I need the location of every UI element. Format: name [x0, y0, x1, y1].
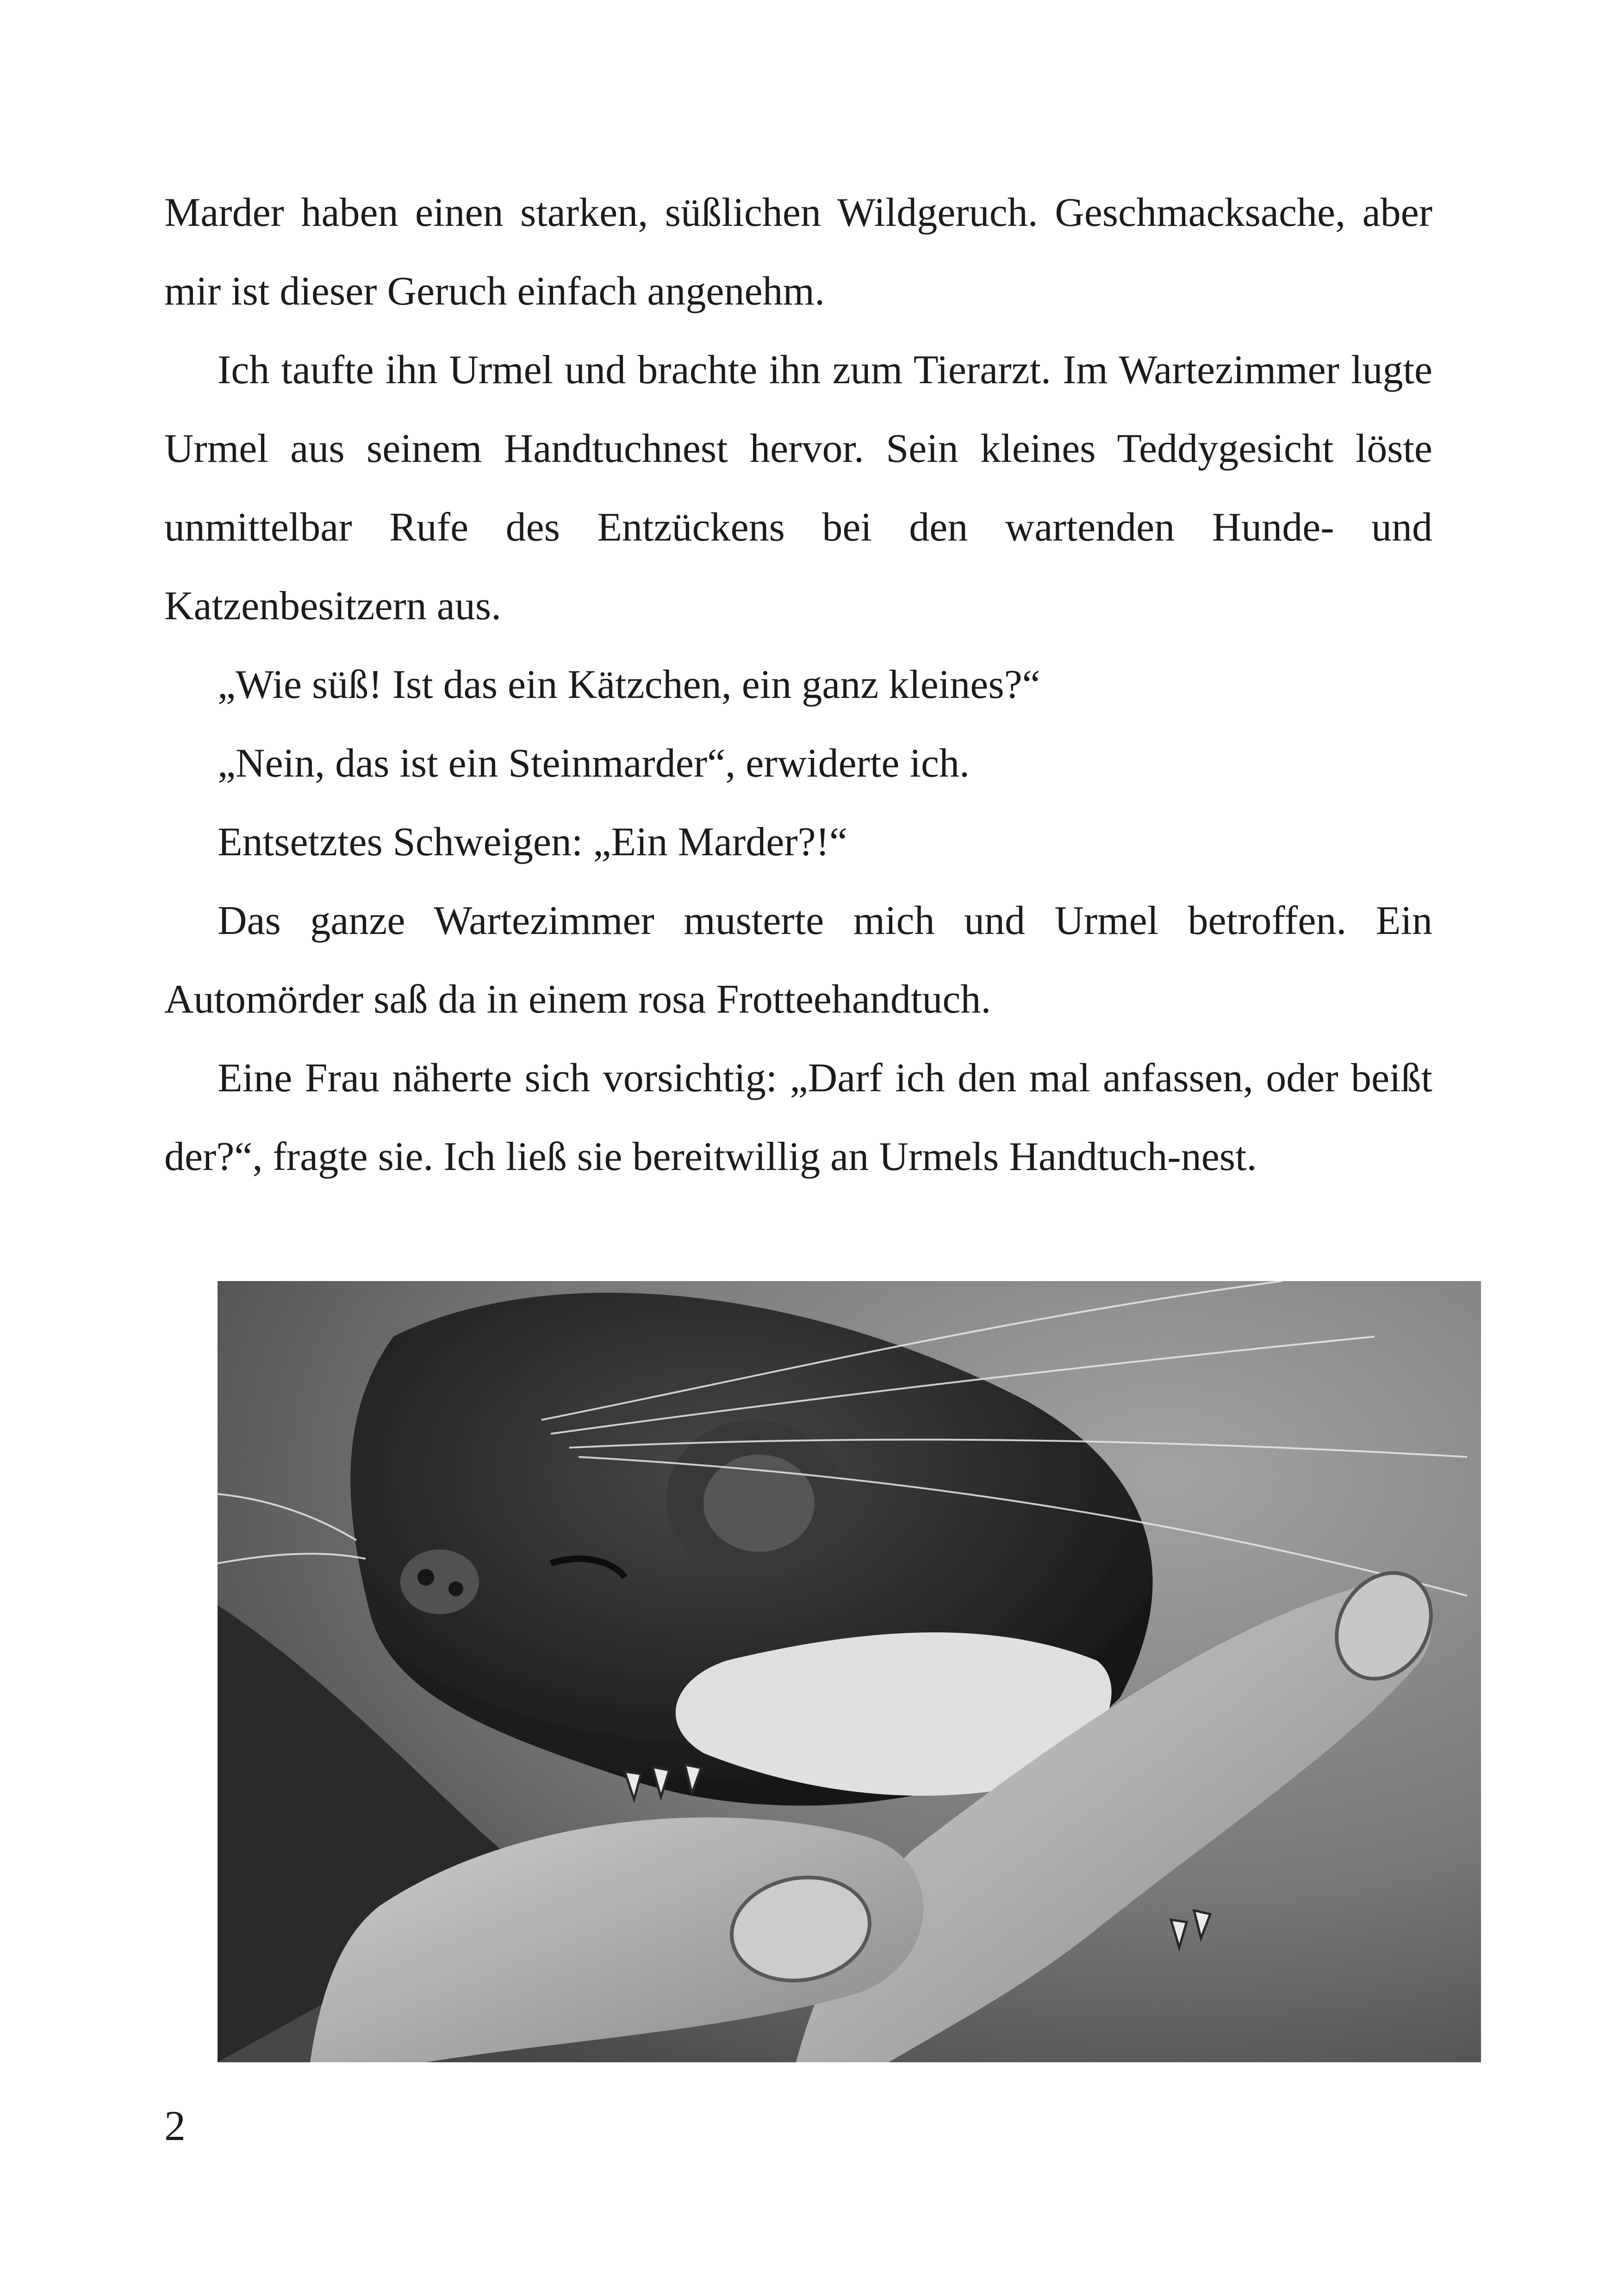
paragraph-5: Entsetztes Schweigen: „Ein Marder?!“ [218, 820, 847, 865]
marten-in-hand-photo [218, 1281, 1481, 2062]
paragraph-7: Eine Frau näherte sich vorsichtig: „Darf ich den mal anfassen, oder beißt der?“, fragte sie. Ich ließ sie bereitwillig an Urmels Handtuch-nest. [164, 1056, 1432, 1179]
paragraph-2: Ich taufte ihn Urmel und brachte ihn zum Tierarzt. Im Wartezimmer lugte Urmel aus seinem Handtuchnest hervor. Sein kleines Teddygesicht löste unmittelbar Rufe des Entzückens bei den wartenden Hunde- und Katzenbesitzern aus. [164, 348, 1432, 628]
paragraph-1: Marder haben einen starken, süßlichen Wildgeruch. Geschmacksache, aber mir ist dieser Geruch einfach angenehm. [164, 190, 1432, 314]
photo-illustration [218, 1281, 1481, 2062]
paragraph-3: „Wie süß! Ist das ein Kätzchen, ein ganz kleines?“ [218, 662, 1040, 707]
body-text [164, 174, 1432, 1196]
paragraph-6: Das ganze Wartezimmer musterte mich und Urmel betroffen. Ein Automörder saß da in einem rosa Frotteehandtuch. [164, 898, 1432, 1022]
page-number: 2 [164, 2102, 186, 2149]
paragraph-4: „Nein, das ist ein Steinmarder“, erwiderte ich. [218, 741, 970, 786]
